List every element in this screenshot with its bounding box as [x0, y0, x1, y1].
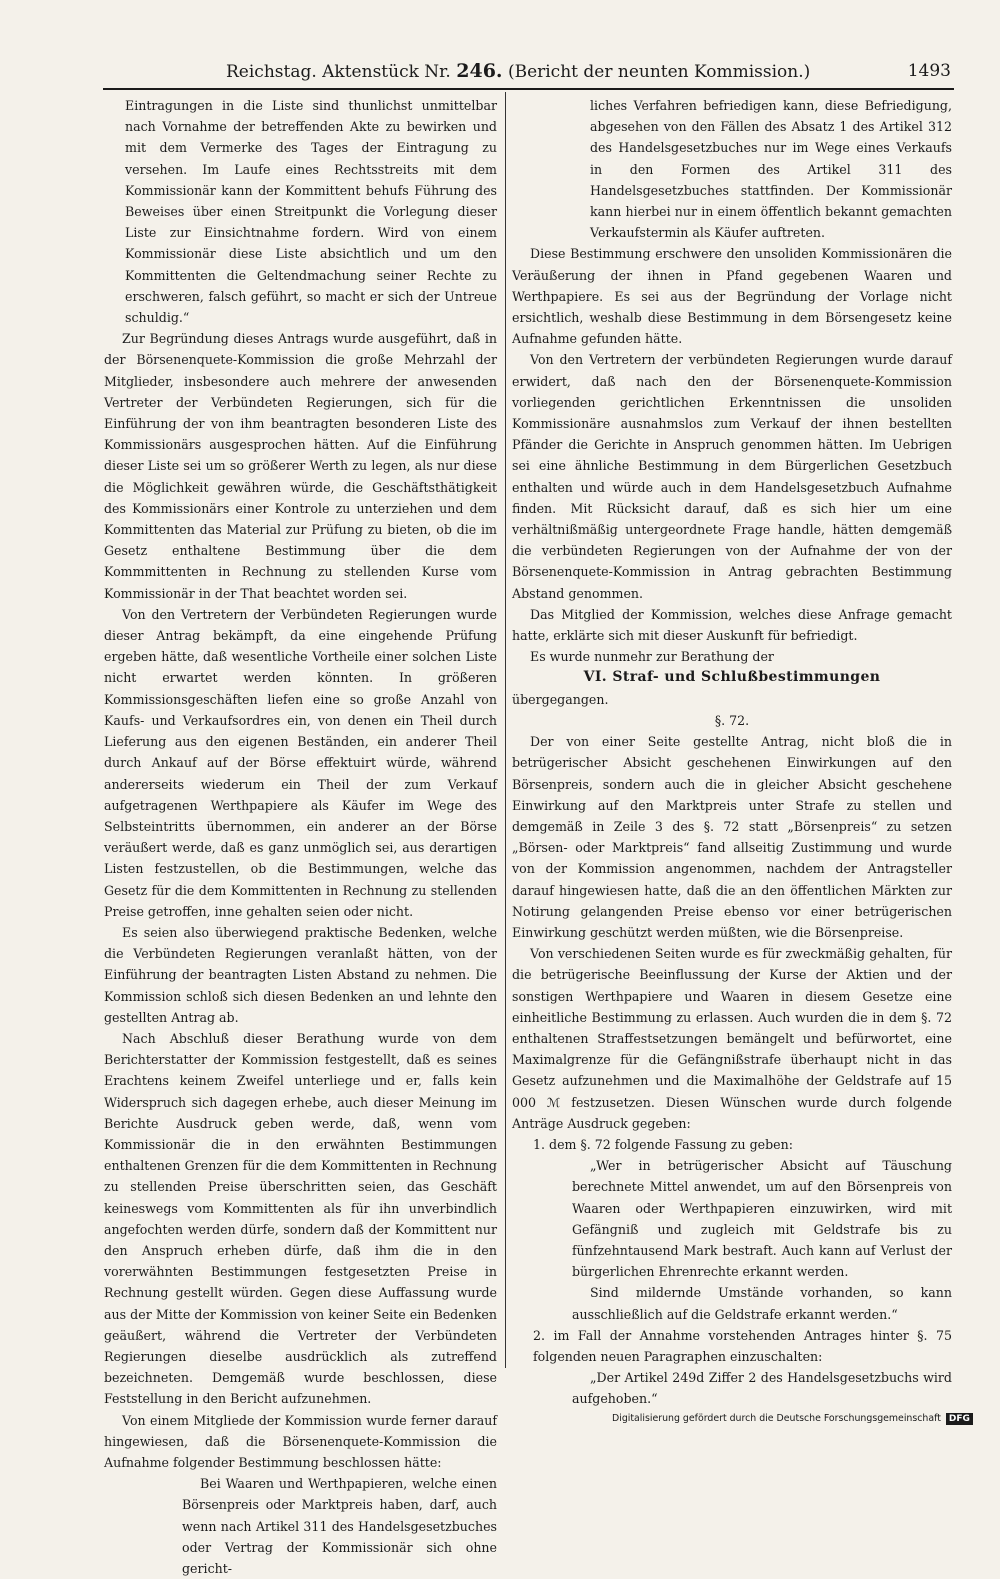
- paragraph: Von einem Mitgliede der Kommission wurde ferner darauf hingewiesen, daß die Börsenenquete-Kommission die Aufnahme folgender Bestimmung beschlossen hätte:: [104, 1412, 497, 1470]
- paragraph: Es wurde nunmehr zur Berathung der: [530, 649, 774, 665]
- quoted-rule-continuation: Eintragungen in die Liste sind thunlichst unmittelbar nach Vornahme der betreffenden Akte zu bewirken und mit dem Vermerke des Tages der Eintragung zu versehen. Im Laufe eines Rechtsstreits mit dem Kommissionär kann der Kommittent behufs Führung des Beweises über einen Streitpunkt die Vorlegung dieser Liste zur Einsichtnahme fordern. Wird von einem Kommissionär diese Liste absichtlich und um den Kommittenten die Geltendmachung seiner Rechte zu erschweren, falsch geführt, so macht er sich der Untreue schuldig.“: [125, 98, 497, 326]
- paragraph: Von den Vertretern der verbündeten Regierungen wurde darauf erwidert, daß nach den der Börsenenquete-Kommission vorliegenden gerichtlichen Erkenntnissen die unsoliden Kommissionäre ausnahmslos zum Verkauf der ihnen bestellten Pfänder die Gerichte in Anspruch genommen hätten. Im Uebrigen sei eine ähnliche Bestimmung in dem Bürgerlichen Gesetzbuch enthalten und würde auch in dem Handelsgesetzbuch Aufnahme finden. Mit Rücksicht darauf, daß es sich hier um eine verhältnißmäßig untergeordnete Frage handle, hätten demgemäß die verbündeten Regierungen von der Aufnahme der von der Börsenenquete-Kommission in Antrag gebrachten Bestimmung Abstand genommen.: [512, 352, 952, 601]
- paragraph: übergegangen.: [512, 691, 609, 707]
- page-number: 1493: [907, 61, 951, 81]
- paragraph: Das Mitglied der Kommission, welches diese Anfrage gemacht hatte, erklärte sich mit dieser Auskunft für befriedigt.: [512, 606, 952, 644]
- quoted-provision: „Der Artikel 249d Ziffer 2 des Handelsgesetzbuchs wird aufgehoben.“: [572, 1370, 952, 1407]
- digitization-footer: [612, 1412, 970, 1426]
- paragraph: Nach Abschluß dieser Berathung wurde von dem Berichterstatter der Kommission festgestellt, daß es seines Erachtens keinem Zweifel unterliege und er, falls kein Widerspruch sich dagegen erhebe, auch dieser Meinung im Berichte Ausdruck geben werde, daß, wenn vom Kommissionär die in den erwähnten Bestimmungen enthaltenen Grenzen für die dem Kommittenten in Rechnung zu stellenden Preise überschritten seien, das Geschäft keineswegs vom Kommittenten als für ihn unverbindlich angefochten werden dürfe, sondern daß der Kommittent nur den Anspruch erheben dürfe, daß ihm die in den vorerwähnten Bestimmungen festgesetzten Preise in Rechnung gestellt würden. Gegen diese Auffassung wurde aus der Mitte der Kommission von keiner Seite ein Bedenken geäußert, während die Vertreter der Verbündeten Regierungen dieselbe ausdrücklich als zutreffend bezeichneten. Demgemäß wurde beschlossen, diese Feststellung in den Bericht aufzunehmen.: [104, 1030, 497, 1407]
- column-divider: [505, 92, 506, 1368]
- paragraph: Von verschiedenen Seiten wurde es für zweckmäßig gehalten, für die betrügerische Beeinflussung der Kurse der Aktien und der sonstigen Werthpapiere und Waaren in diesem Gesetze eine einheitliche Bestimmung zu erlassen. Auch wurden die in dem §. 72 enthaltenen Straffestsetzungen bemängelt und befürwortet, eine Maximalgrenze für die Gefängnißstrafe überhaupt nicht in das Gesetz aufzunehmen und die Maximalhöhe der Geldstrafe auf 15 000 ℳ festzusetzen. Diesen Wünschen wurde durch folgende Anträge Ausdruck gegeben:: [512, 946, 952, 1131]
- paragraph: Der von einer Seite gestellte Antrag, nicht bloß die in betrügerischer Absicht geschehenen Einwirkungen auf den Börsenpreis, sondern auch die in gleicher Absicht geschehene Einwirkung auf den Marktpreis unter Strafe zu stellen und demgemäß in Zeile 3 des §. 72 statt „Börsenpreis“ zu setzen „Börsen- oder Marktpreis“ fand allseitig Zustimmung und wurde von der Kommission angenommen, nachdem der Antragsteller darauf hingewiesen hatte, daß die an den öffentlichen Märkten zur Notirung gelangenden Preise ebenso vor einer betrügerischen Einwirkung geschützt werden müßten, wie die Börsenpreise.: [512, 734, 952, 940]
- header-title: Reichstag. Aktenstück Nr.: [226, 62, 451, 82]
- dfg-logo: DFG: [946, 1413, 973, 1425]
- paragraph: Es seien also überwiegend praktische Bedenken, welche die Verbündeten Regierungen veranlaßt hätten, von der Einführung der beantragten Listen Abstand zu nehmen. Die Kommission schloß sich diesen Bedenken an und lehnte den gestellten Antrag ab.: [104, 924, 497, 1025]
- quoted-provision: Bei Waaren und Werthpapieren, welche einen Börsenpreis oder Marktpreis haben, darf, auch wenn nach Artikel 311 des Handelsgesetzbuches oder Vertrag der Kommissionär sich ohne gericht-: [182, 1476, 497, 1577]
- list-item: 2. im Fall der Annahme vorstehenden Antrages hinter §. 75 folgenden neuen Paragraphen einzuschalten:: [533, 1327, 952, 1364]
- header-commission: (Bericht der neunten Kommission.): [507, 62, 811, 82]
- paragraph: Zur Begründung dieses Antrags wurde ausgeführt, daß in der Börsenenquete-Kommission die große Mehrzahl der Mitglieder, insbesondere auch mehrere der anwesenden Vertreter der Verbündeten Regierungen, sich für die Einführung der von ihm beantragten besonderen Liste des Kommissionärs ausgesprochen hätten. Auf die Einführung dieser Liste sei um so größerer Werth zu legen, als nur diese die Möglichkeit gewähren würde, die Geschäftsthätigkeit des Kommissionärs einer Kontrole zu unterziehen und dem Kommittenten das Material zur Prüfung zu bieten, ob die im Gesetz enthaltene Bestimmung über die dem Kommmittenten in Rechnung zu stellenden Kurse vom Kommissionär in der That beachtet worden sei.: [104, 331, 497, 601]
- header-left: [226, 56, 810, 87]
- list-item: 1. dem §. 72 folgende Fassung zu geben:: [533, 1136, 793, 1152]
- header-rule: [103, 88, 954, 90]
- quoted-provision: Sind mildernde Umstände vorhanden, so kann ausschließlich auf die Geldstrafe erkannt werden.“: [572, 1285, 952, 1322]
- paragraph: Diese Bestimmung erschwere den unsoliden Kommissionären die Veräußerung der ihnen in Pfand gegebenen Waaren und Werthpapiere. Es sei aus der Begründung der Vorlage nicht ersichtlich, weshalb diese Bestimmung in dem Börsengesetz keine Aufnahme gefunden hätte.: [512, 246, 952, 347]
- left-column: [104, 95, 497, 1579]
- right-column: [512, 95, 952, 1410]
- section-heading: VI. Straf- und Schlußbestimmungen: [583, 669, 881, 686]
- quoted-provision: „Wer in betrügerischer Absicht auf Täuschung berechnete Mittel anwendet, um auf den Börsenpreis von Waaren oder Werthpapieren einzuwirken, wird mit Gefängniß und zugleich mit Geldstrafe bis zu fünfzehntausend Mark bestraft. Auch kann auf Verlust der bürgerlichen Ehrenrechte erkannt werden.: [572, 1158, 952, 1280]
- page-header: [226, 56, 951, 86]
- footer-text: Digitalisierung gefördert durch die Deutsche Forschungsgemeinschaft: [612, 1413, 941, 1424]
- quoted-provision-continuation: liches Verfahren befriedigen kann, diese Befriedigung, abgesehen von den Fällen des Absatz 1 des Artikel 312 des Handelsgesetzbuches nur im Wege eines Verkaufs in den Formen des Artikel 311 des Handelsgesetzbuches stattfinden. Der Kommissionär kann hierbei nur in einem öffentlich bekannt gemachten Verkaufstermin als Käufer auftreten.: [590, 98, 952, 241]
- document-number: 246.: [456, 60, 503, 82]
- paragraph: Von den Vertretern der Verbündeten Regierungen wurde dieser Antrag bekämpft, da eine eingehende Prüfung ergeben hätte, daß wesentliche Vortheile einer solchen Liste nicht erwartet werden könnten. In größeren Kommissionsgeschäften liefen eine so große Anzahl von Kaufs- und Verkaufsordres ein, von denen ein Theil durch Lieferung aus den eigenen Beständen, ein anderer Theil durch Ankauf auf der Börse effektuirt würde, während andererseits wiederum ein Theil der zum Verkauf aufgetragenen Werthpapiere als Käufer im Wege des Selbsteintritts übernommen, ein anderer an der Börse veräußert werde, daß es ganz unmöglich sei, aus derartigen Listen festzustellen, ob die Bestimmungen, welche das Gesetz für die dem Kommittenten in Rechnung zu stellenden Preise getroffen, inne gehalten seien oder nicht.: [104, 606, 497, 919]
- paragraph-sign: §. 72.: [714, 712, 750, 728]
